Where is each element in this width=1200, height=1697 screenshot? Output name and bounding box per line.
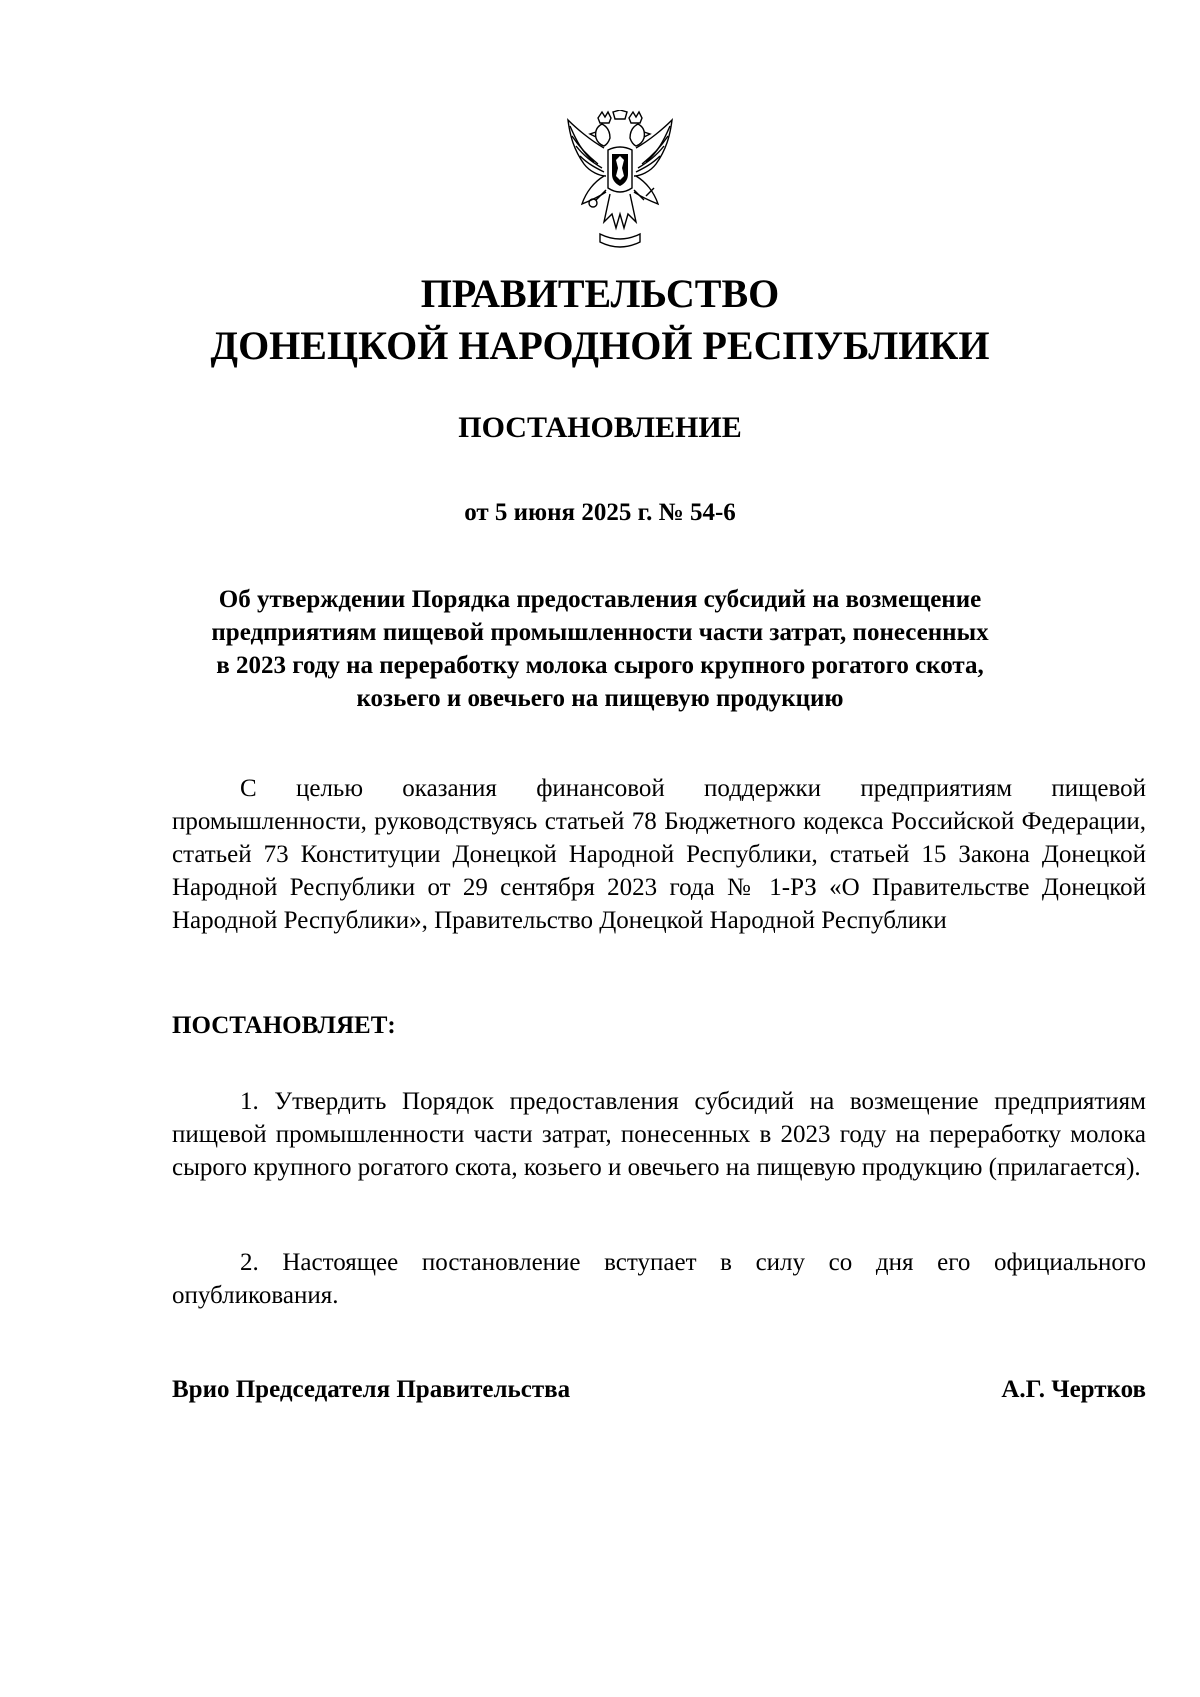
document-title: [150, 583, 1050, 715]
double-headed-eagle-emblem-icon: [560, 110, 680, 260]
document-title-line: предприятиям пищевой промышленности части затрат, понесенных: [211, 619, 989, 646]
document-title-line: в 2023 году на переработку молока сырого крупного рогатого скота,: [216, 652, 984, 679]
org-title-line2: ДОНЕЦКОЙ НАРОДНОЙ РЕСПУБЛИКИ: [210, 323, 990, 368]
document-date-number: от 5 июня 2025 г. № 54-6: [464, 499, 736, 526]
clause-2: 2. Настоящее постановление вступает в силу со дня его официального опубликования.: [172, 1249, 1146, 1309]
document-title-line: козьего и овечьего на пищевую продукцию: [356, 685, 844, 712]
signatory-position: Врио Председателя Правительства: [172, 1376, 571, 1403]
org-title-line1: ПРАВИТЕЛЬСТВО: [420, 271, 780, 316]
decides-heading: ПОСТАНОВЛЯЕТ:: [172, 1012, 396, 1039]
document-type: ПОСТАНОВЛЕНИЕ: [458, 411, 742, 444]
signatory-name: А.Г. Чертков: [1001, 1376, 1146, 1403]
preamble-paragraph: С целью оказания финансовой поддержки предприятиям пищевой промышленности, руководствуясь статьей 78 Бюджетного кодекса Российской Федерации, статьей 73 Конституции Донецкой Народной Республики, статьей 15 Закона Донецкой Народной Республики от 29 сентября 2023 года № 1-РЗ «О Правительстве Донецкой Народной Республики», Правительство Донецкой Народной Республики: [172, 775, 1146, 934]
clause-1: 1. Утвердить Порядок предоставления субсидий на возмещение предприятиям пищевой промышленности части затрат, понесенных в 2023 году на переработку молока сырого крупного рогатого скота, козьего и овечьего на пищевую продукцию (прилагается).: [172, 1088, 1146, 1181]
document-title-line: Об утверждении Порядка предоставления субсидий на возмещение: [218, 586, 982, 613]
